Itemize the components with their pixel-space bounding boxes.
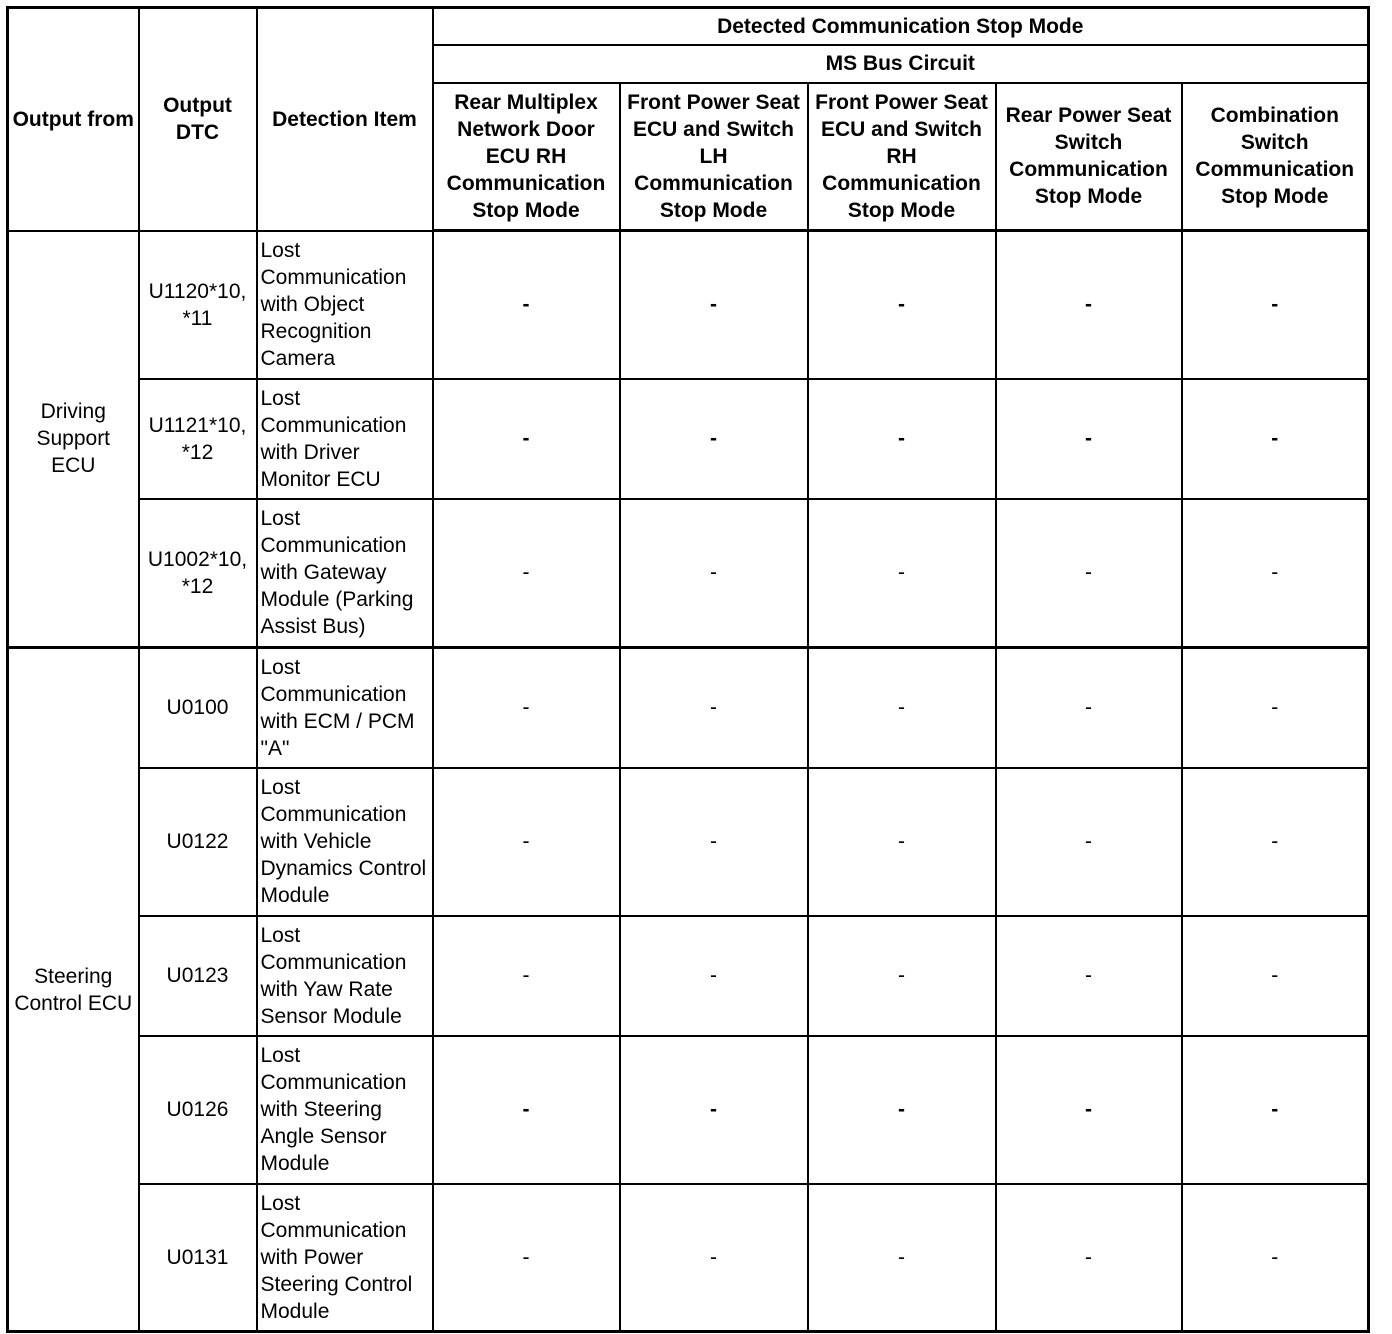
stop-mode-value-cell: - [996,231,1182,379]
stop-mode-value-cell: - [996,1036,1182,1184]
header-output-dtc: Output DTC [139,8,257,231]
output-dtc-cell: U0123 [139,916,257,1036]
detection-item-cell: Lost Communication with Vehicle Dynamics Control Module [257,768,433,916]
stop-mode-value-cell: - [808,768,996,916]
stop-mode-value-cell: - [433,768,620,916]
stop-mode-value-cell: - [996,499,1182,648]
stop-mode-value-cell: - [620,1036,808,1184]
stop-mode-value-cell: - [1182,379,1369,499]
stop-mode-value-cell: - [808,499,996,648]
stop-mode-value-cell: - [620,648,808,768]
stop-mode-value-cell: - [620,499,808,648]
stop-mode-value-cell: - [996,1184,1182,1332]
detection-item-cell: Lost Communication with Gateway Module (Parking Assist Bus) [257,499,433,648]
table-row [8,379,1369,499]
output-dtc-cell: U0131 [139,1184,257,1332]
stop-mode-value-cell: - [433,499,620,648]
table-row [8,768,1369,916]
header-mode-column: Rear Multiplex Network Door ECU RH Communication Stop Mode [433,83,620,231]
stop-mode-value-cell: - [996,768,1182,916]
stop-mode-value-cell: - [620,231,808,379]
stop-mode-value-cell: - [1182,1184,1369,1332]
header-output-from: Output from [8,8,139,231]
output-dtc-cell: U0100 [139,648,257,768]
output-dtc-cell: U1121*10, *12 [139,379,257,499]
table-row [8,1036,1369,1184]
stop-mode-value-cell: - [808,1036,996,1184]
output-dtc-cell: U0126 [139,1036,257,1184]
header-mode-column: Combination Switch Communication Stop Mode [1182,83,1369,231]
output-from-cell: Driving Support ECU [8,231,139,648]
stop-mode-value-cell: - [620,1184,808,1332]
stop-mode-value-cell: - [996,379,1182,499]
communication-stop-mode-table [6,6,1370,1333]
table-row [8,916,1369,1036]
output-from-cell: Steering Control ECU [8,648,139,1332]
stop-mode-value-cell: - [433,916,620,1036]
stop-mode-value-cell: - [620,379,808,499]
header-detected-communication-stop-mode: Detected Communication Stop Mode [433,8,1369,45]
header-mode-column: Front Power Seat ECU and Switch LH Communication Stop Mode [620,83,808,231]
stop-mode-value-cell: - [433,379,620,499]
table-row [8,648,1369,768]
stop-mode-value-cell: - [1182,231,1369,379]
table-row [8,231,1369,379]
stop-mode-value-cell: - [808,1184,996,1332]
stop-mode-value-cell: - [996,916,1182,1036]
table-row [8,1184,1369,1332]
stop-mode-value-cell: - [1182,648,1369,768]
detection-item-cell: Lost Communication with Yaw Rate Sensor Module [257,916,433,1036]
detection-item-cell: Lost Communication with Driver Monitor ECU [257,379,433,499]
table-header [8,8,1369,231]
detection-item-cell: Lost Communication with Power Steering Control Module [257,1184,433,1332]
stop-mode-value-cell: - [1182,1036,1369,1184]
stop-mode-value-cell: - [1182,768,1369,916]
header-mode-column: Rear Power Seat Switch Communication Stop Mode [996,83,1182,231]
stop-mode-value-cell: - [433,1184,620,1332]
header-ms-bus-circuit: MS Bus Circuit [433,45,1369,83]
stop-mode-value-cell: - [808,648,996,768]
output-dtc-cell: U1002*10, *12 [139,499,257,648]
header-detection-item: Detection Item [257,8,433,231]
header-mode-column: Front Power Seat ECU and Switch RH Communication Stop Mode [808,83,996,231]
stop-mode-value-cell: - [996,648,1182,768]
detection-item-cell: Lost Communication with Steering Angle Sensor Module [257,1036,433,1184]
detection-item-cell: Lost Communication with Object Recognition Camera [257,231,433,379]
stop-mode-value-cell: - [808,231,996,379]
stop-mode-value-cell: - [620,916,808,1036]
table-row [8,499,1369,648]
stop-mode-value-cell: - [1182,499,1369,648]
stop-mode-value-cell: - [433,648,620,768]
stop-mode-value-cell: - [433,1036,620,1184]
detection-item-cell: Lost Communication with ECM / PCM "A" [257,648,433,768]
output-dtc-cell: U1120*10, *11 [139,231,257,379]
stop-mode-value-cell: - [808,916,996,1036]
stop-mode-value-cell: - [433,231,620,379]
stop-mode-value-cell: - [1182,916,1369,1036]
dtc-table-frame [6,6,1367,1328]
table-body [8,231,1369,1332]
stop-mode-value-cell: - [620,768,808,916]
output-dtc-cell: U0122 [139,768,257,916]
stop-mode-value-cell: - [808,379,996,499]
